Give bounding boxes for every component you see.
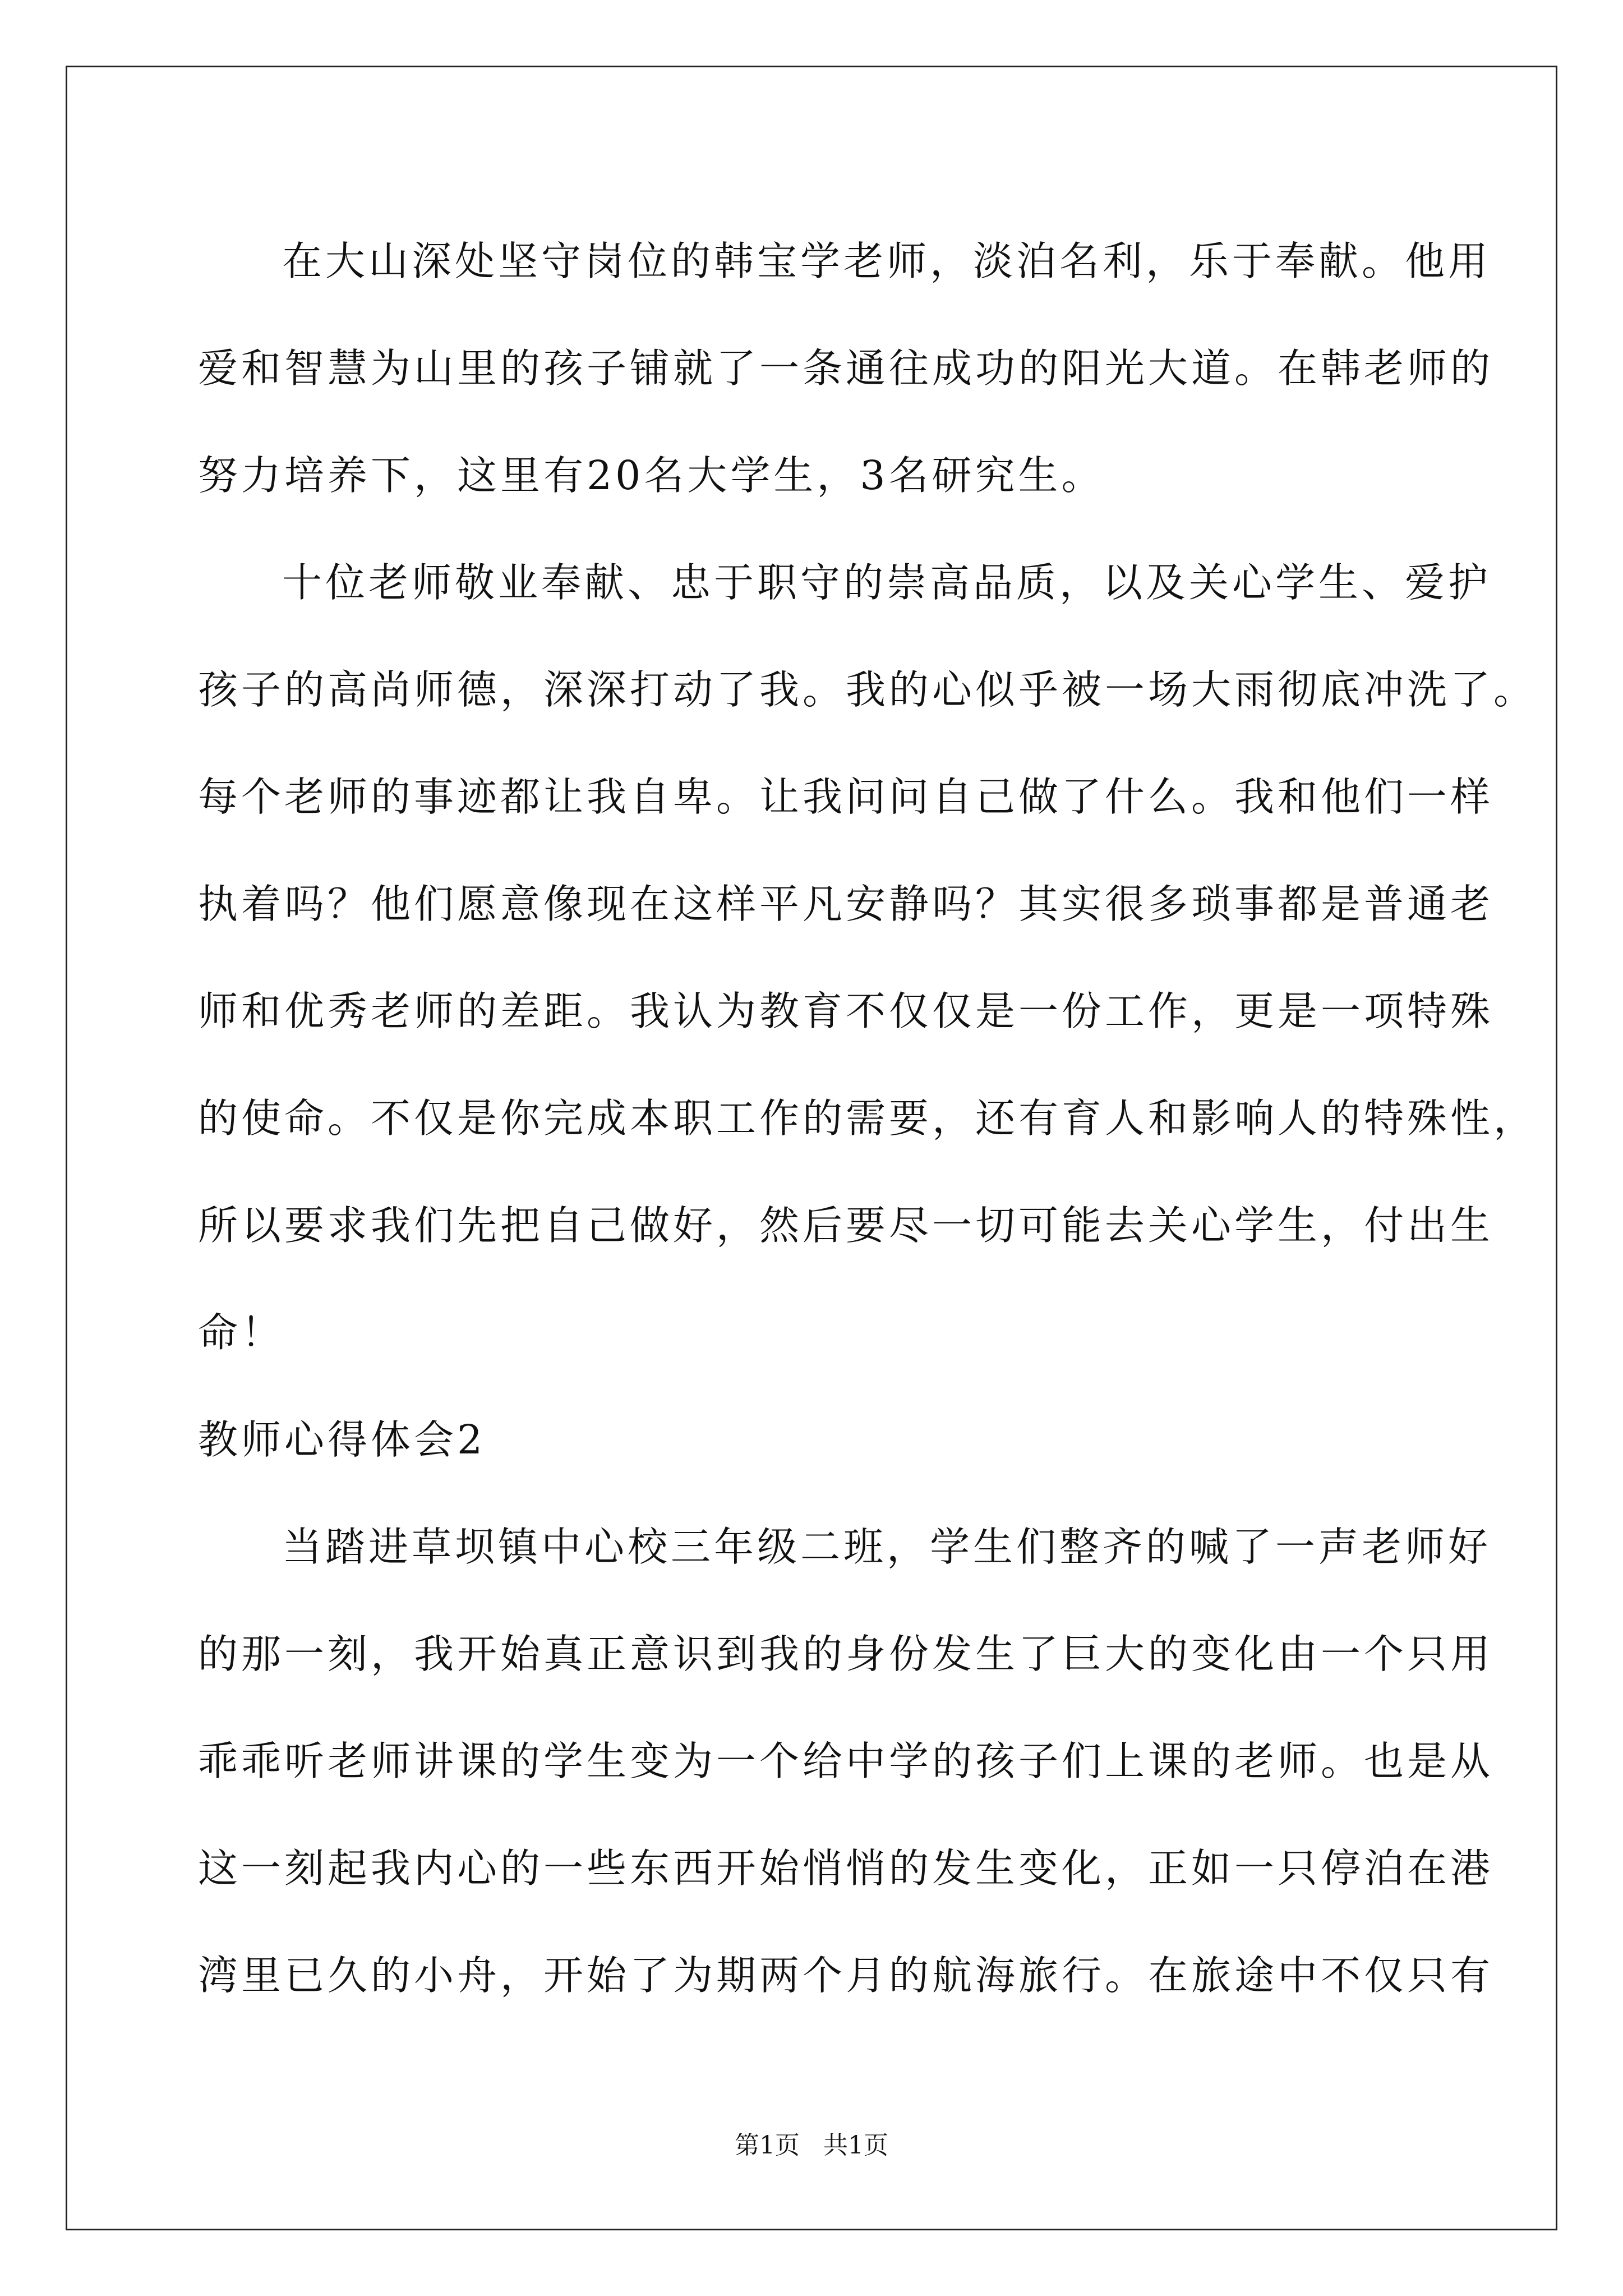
paragraph-line: 乖乖听老师讲课的学生变为一个给中学的孩子们上课的老师。也是从 bbox=[198, 1738, 1494, 1784]
paragraph-line: 这一刻起我内心的一些东西开始悄悄的发生变化，正如一只停泊在港 bbox=[198, 1845, 1494, 1892]
paragraph-line: 孩子的高尚师德，深深打动了我。我的心似乎被一场大雨彻底冲洗了。 bbox=[198, 666, 1537, 713]
paragraph-line: 师和优秀老师的差距。我认为教育不仅仅是一份工作，更是一项特殊 bbox=[198, 988, 1494, 1034]
paragraph-line: 所以要求我们先把自己做好，然后要尽一切可能去关心学生，付出生 bbox=[198, 1202, 1494, 1249]
paragraph-line: 当踏进草坝镇中心校三年级二班，学生们整齐的喊了一声老师好 bbox=[282, 1524, 1492, 1570]
paragraph-line: 湾里已久的小舟，开始了为期两个月的航海旅行。在旅途中不仅只有 bbox=[198, 1952, 1494, 1999]
paragraph-line: 的使命。不仅是你完成本职工作的需要，还有育人和影响人的特殊性， bbox=[198, 1095, 1537, 1142]
paragraph-line: 十位老师敬业奉献、忠于职守的崇高品质，以及关心学生、爱护 bbox=[282, 559, 1492, 606]
paragraph-line: 每个老师的事迹都让我自卑。让我问问自己做了什么。我和他们一样 bbox=[198, 774, 1494, 820]
paragraph-line: 命！ bbox=[198, 1309, 285, 1356]
paragraph-line: 努力培养下，这里有20名大学生，3名研究生。 bbox=[198, 452, 1105, 499]
paragraph-line: 执着吗？他们愿意像现在这样平凡安静吗？其实很多琐事都是普通老 bbox=[198, 881, 1494, 927]
paragraph-line: 的那一刻，我开始真正意识到我的身份发生了巨大的变化由一个只用 bbox=[198, 1631, 1494, 1677]
paragraph-line: 在大山深处坚守岗位的韩宝学老师，淡泊名利，乐于奉献。他用 bbox=[282, 238, 1492, 284]
page-number-footer: 第1页 共1页 bbox=[735, 2131, 888, 2160]
section-heading: 教师心得体会2 bbox=[198, 1416, 486, 1463]
paragraph-line: 爱和智慧为山里的孩子铺就了一条通往成功的阳光大道。在韩老师的 bbox=[198, 345, 1494, 392]
document-body bbox=[198, 208, 1537, 2029]
